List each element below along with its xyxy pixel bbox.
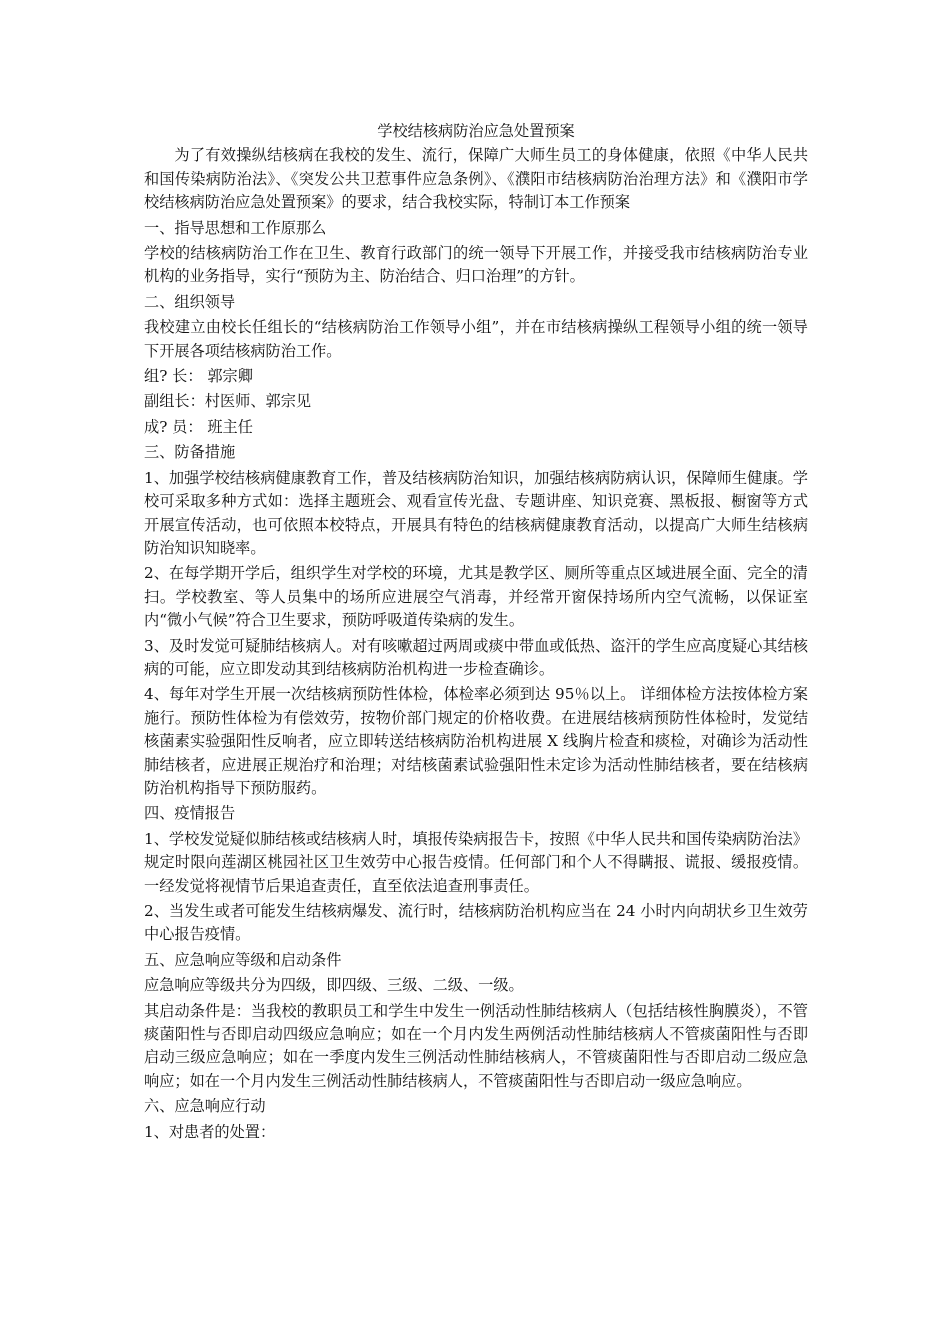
prevention-item-4: 4、每年对学生开展一次结核病预防性体检，体检率必须到达 95％以上。 详细体检方法按体检方案施行。预防性体检为有偿效劳，按物价部门规定的价格收费。在进展结核病预防性体检时，发觉结核菌素实验强阳性反响者，应立即转送结核病防治机构进展 X 线胸片检查和痰检，对确诊为活动性肺结核者，应进展正规治疗和治理；对结核菌素试验强阳性未定诊为活动性肺结核者，要在结核病防治机构指导下预防服药。	[144, 685, 808, 797]
document-body	[144, 120, 808, 1146]
deputy-leader-line: 副组长：村医师、郭宗见	[144, 392, 312, 411]
section-heading-reporting: 四、疫情报告	[144, 804, 236, 823]
organization-paragraph: 我校建立由校长任组长的“结核病防治工作领导小组”，并在市结核病操纵工程领导小组的统一领导下开展各项结核病防治工作。	[144, 318, 808, 360]
section-heading-guiding-principles: 一、指导思想和工作原那么	[144, 218, 327, 237]
section-heading-organization: 二、组织领导	[144, 292, 236, 311]
response-levels-paragraph: 应急响应等级共分为四级，即四级、三级、二级、一级。	[144, 976, 524, 995]
start-conditions-paragraph: 其启动条件是：当我校的教职员工和学生中发生一例活动性肺结核病人（包括结核性胸膜炎），不管痰菌阳性与否即启动四级应急响应；如在一个月内发生两例活动性肺结核病人不管痰菌阳性与否即启动三级应急响应；如在一季度内发生三例活动性肺结核病人，不管痰菌阳性与否即启动二级应急响应；如在一个月内发生三例活动性肺结核病人，不管痰菌阳性与否即启动一级应急响应。	[144, 1001, 808, 1090]
section-heading-response-actions: 六、应急响应行动	[144, 1097, 266, 1116]
reporting-item-2: 2、当发生或者可能发生结核病爆发、流行时，结核病防治机构应当在 24 小时内向胡状乡卫生效劳中心报告疫情。	[144, 902, 808, 944]
section-heading-prevention: 三、防备措施	[144, 443, 236, 462]
reporting-item-1: 1、学校发觉疑似肺结核或结核病人时，填报传染病报告卡，按照《中华人民共和国传染病防治法》规定时限向莲湖区桃园社区卫生效劳中心报告疫情。任何部门和个人不得瞒报、谎报、缓报疫情。一经发觉将视情节后果追查责任，直至依法追查刑事责任。	[144, 829, 808, 895]
team-leader-line: 组? 长： 郭宗卿	[144, 367, 253, 386]
prevention-item-3: 3、及时发觉可疑肺结核病人。对有咳嗽超过两周或痰中带血或低热、盗汗的学生应高度疑心其结核病的可能，应立即发动其到结核病防治机构进一步检查确诊。	[144, 636, 808, 678]
members-line: 成? 员： 班主任	[144, 417, 253, 436]
prevention-item-2: 2、在每学期开学后，组织学生对学校的环境，尤其是教学区、厕所等重点区域进展全面、完全的清扫。学校教室、等人员集中的场所应进展空气消毒，并经常开窗保持场所内空气流畅，以保证室内“微小气候”符合卫生要求，预防呼吸道传染病的发生。	[144, 564, 808, 630]
section-heading-response-levels: 五、应急响应等级和启动条件	[144, 950, 342, 969]
guiding-principles-paragraph: 学校的结核病防治工作在卫生、教育行政部门的统一领导下开展工作，并接受我市结核病防治专业机构的业务指导，实行“预防为主、防治结合、归口治理”的方针。	[144, 244, 808, 286]
prevention-item-1: 1、加强学校结核病健康教育工作，普及结核病防治知识，加强结核病防病认识，保障师生健康。学校可采取多种方式如：选择主题班会、观看宣传光盘、专题讲座、知识竞赛、黑板报、橱窗等方式开展宣传活动，也可依照本校特点，开展具有特色的结核病健康教育活动，以提高广大师生结核病防治知识知晓率。	[144, 468, 808, 557]
response-action-item-1: 1、对患者的处置：	[144, 1122, 276, 1141]
intro-paragraph: 为了有效操纵结核病在我校的发生、流行，保障广大师生员工的身体健康，依照《中华人民共和国传染病防治法》、《突发公共卫惹事件应急条例》、《濮阳市结核病防治治理方法》和《濮阳市学校结核病防治应急处置预案》的要求，结合我校实际，特制订本工作预案	[144, 146, 808, 212]
document-title: 学校结核病防治应急处置预案	[377, 122, 575, 140]
